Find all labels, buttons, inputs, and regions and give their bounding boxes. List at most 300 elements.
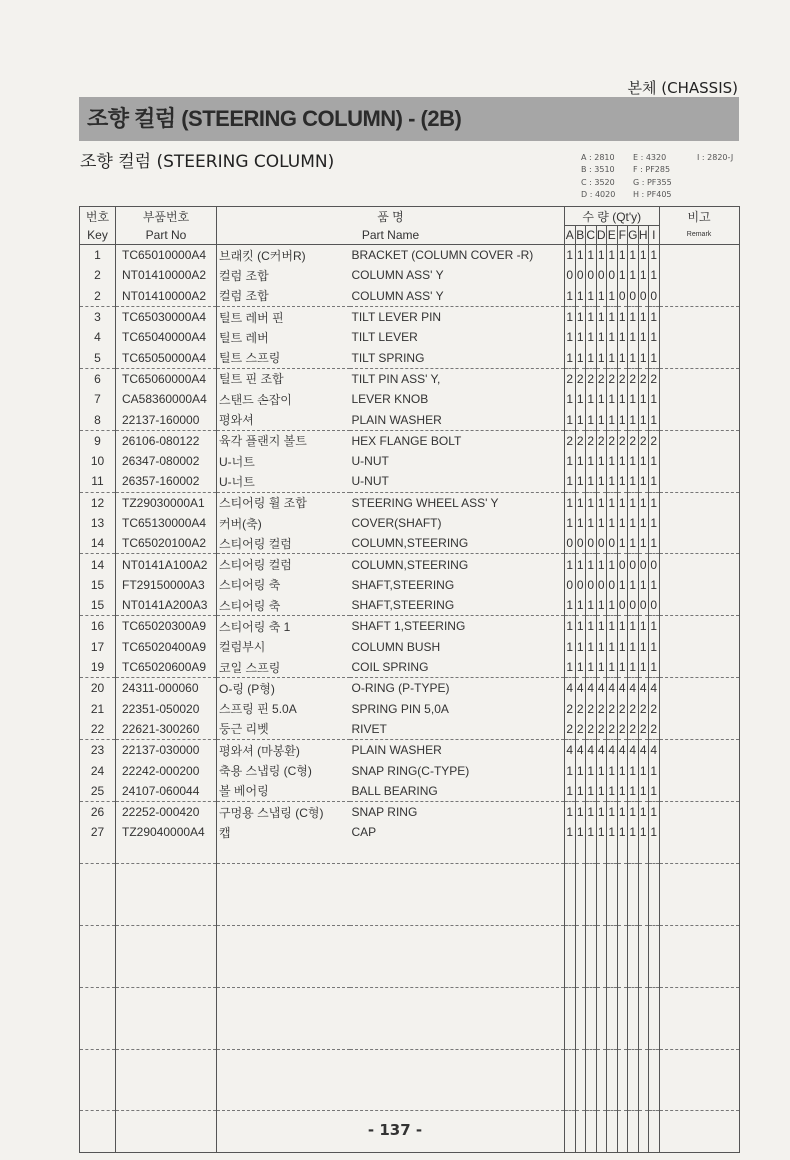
row-qty: 2	[565, 719, 576, 740]
table-header	[80, 207, 740, 245]
row-qty	[617, 946, 628, 966]
row-qty	[565, 843, 576, 864]
row-name-en: SHAFT,STEERING	[350, 575, 565, 595]
row-qty: 1	[586, 760, 597, 780]
row-qty: 1	[649, 533, 660, 554]
col-qty-label: 수 량 (Qt'y)	[565, 207, 660, 226]
col-qty-model: B	[575, 226, 586, 245]
row-qty	[628, 884, 639, 904]
row-qty	[607, 863, 618, 884]
col-partno-kr: 부품번호	[116, 207, 217, 226]
row-key: 2	[80, 286, 116, 307]
table-row	[80, 699, 740, 719]
legend-row	[581, 177, 733, 189]
row-qty: 1	[565, 822, 576, 842]
row-part-no: 22242-000200	[116, 760, 217, 780]
row-name-kr: O-링 (P형)	[219, 681, 275, 696]
row-qty: 1	[575, 554, 586, 575]
row-qty	[565, 925, 576, 946]
table-row	[80, 760, 740, 780]
row-remark	[659, 1070, 739, 1090]
legend-entry: A : 2810	[581, 153, 615, 162]
table-row	[80, 925, 740, 946]
row-qty	[638, 863, 649, 884]
parts-table	[79, 206, 740, 1153]
row-qty: 1	[607, 286, 618, 307]
row-qty	[638, 1049, 649, 1070]
row-qty: 0	[638, 554, 649, 575]
row-remark	[659, 595, 739, 616]
row-qty	[607, 1090, 618, 1111]
row-qty	[575, 966, 586, 987]
table-row	[80, 719, 740, 740]
row-qty: 1	[607, 471, 618, 492]
row-qty: 4	[617, 678, 628, 699]
row-qty: 1	[586, 637, 597, 657]
row-qty: 1	[586, 286, 597, 307]
row-qty: 1	[575, 389, 586, 409]
row-name-kr: 틸트 핀 조합	[219, 372, 284, 387]
row-qty	[607, 1008, 618, 1028]
row-qty: 1	[565, 513, 576, 533]
col-remark-kr: 비고	[659, 207, 739, 226]
row-qty	[565, 966, 576, 987]
row-qty	[565, 863, 576, 884]
table-row	[80, 471, 740, 492]
row-qty: 2	[628, 430, 639, 451]
row-qty: 4	[617, 740, 628, 761]
row-qty	[596, 884, 607, 904]
row-qty	[628, 946, 639, 966]
row-qty: 2	[586, 699, 597, 719]
row-qty	[596, 1008, 607, 1028]
row-qty	[649, 966, 660, 987]
row-qty: 1	[617, 616, 628, 637]
row-qty: 1	[628, 533, 639, 554]
row-qty	[596, 987, 607, 1008]
row-part-no	[116, 1008, 217, 1028]
row-remark	[659, 533, 739, 554]
row-name-en: COLUMN,STEERING	[350, 533, 565, 554]
row-qty: 2	[649, 368, 660, 389]
row-qty	[628, 1070, 639, 1090]
row-qty: 1	[586, 616, 597, 637]
row-remark	[659, 389, 739, 409]
row-qty: 2	[607, 368, 618, 389]
row-qty: 1	[628, 347, 639, 368]
row-name-kr: 육각 플랜지 볼트	[219, 434, 307, 449]
col-partno-en: Part No	[116, 226, 217, 245]
row-part-no: CA58360000A4	[116, 389, 217, 409]
row-part-no: 24107-060044	[116, 781, 217, 802]
row-remark	[659, 347, 739, 368]
row-qty: 1	[607, 245, 618, 266]
row-remark	[659, 1049, 739, 1070]
row-key: 17	[80, 637, 116, 657]
row-qty: 1	[617, 389, 628, 409]
row-qty: 0	[649, 595, 660, 616]
table-row	[80, 286, 740, 307]
table-row	[80, 884, 740, 904]
row-qty	[596, 1028, 607, 1049]
row-name-en	[350, 1090, 565, 1111]
row-qty	[607, 966, 618, 987]
row-remark	[659, 905, 739, 926]
row-qty	[586, 843, 597, 864]
row-qty: 1	[565, 306, 576, 327]
row-qty: 1	[628, 409, 639, 430]
row-remark	[659, 286, 739, 307]
table-row	[80, 637, 740, 657]
row-part-no: 22137-160000	[116, 409, 217, 430]
row-qty: 1	[628, 245, 639, 266]
row-qty: 1	[586, 471, 597, 492]
row-part-no	[116, 987, 217, 1008]
row-qty: 0	[617, 595, 628, 616]
row-key	[80, 987, 116, 1008]
row-remark	[659, 1028, 739, 1049]
row-qty: 1	[638, 760, 649, 780]
row-qty	[586, 987, 597, 1008]
row-qty: 0	[638, 286, 649, 307]
table-row	[80, 946, 740, 966]
row-qty: 1	[575, 781, 586, 802]
row-qty: 1	[565, 616, 576, 637]
row-qty	[607, 946, 618, 966]
row-qty	[586, 946, 597, 966]
row-name-en	[350, 1008, 565, 1028]
row-remark	[659, 699, 739, 719]
row-qty: 1	[586, 245, 597, 266]
row-qty: 1	[628, 265, 639, 285]
row-qty: 1	[586, 802, 597, 823]
row-qty: 2	[607, 430, 618, 451]
row-qty: 0	[575, 533, 586, 554]
row-part-no: 26106-080122	[116, 430, 217, 451]
table-row	[80, 430, 740, 451]
row-qty: 1	[607, 513, 618, 533]
row-qty	[617, 966, 628, 987]
col-remark-en: Remark	[659, 226, 739, 245]
row-qty: 0	[565, 533, 576, 554]
row-key	[80, 1049, 116, 1070]
row-part-no: 24311-000060	[116, 678, 217, 699]
row-qty: 4	[607, 740, 618, 761]
row-qty: 1	[565, 347, 576, 368]
row-qty: 1	[617, 657, 628, 678]
row-qty: 4	[565, 678, 576, 699]
row-qty: 1	[649, 327, 660, 347]
legend-entry: B : 3510	[581, 165, 615, 175]
row-key: 4	[80, 327, 116, 347]
row-part-no	[116, 925, 217, 946]
row-qty: 2	[607, 699, 618, 719]
row-part-no: TC65060000A4	[116, 368, 217, 389]
row-name-en: COLUMN ASS' Y	[350, 286, 565, 307]
row-remark	[659, 678, 739, 699]
row-name-en	[350, 905, 565, 926]
row-qty	[586, 1070, 597, 1090]
row-part-no	[116, 884, 217, 904]
row-qty: 1	[649, 637, 660, 657]
legend-entry: I : 2820-J	[697, 153, 734, 162]
row-key: 25	[80, 781, 116, 802]
row-qty	[575, 1070, 586, 1090]
row-name-kr: 틸트 레버	[219, 330, 269, 345]
row-name-kr	[217, 966, 350, 987]
row-qty: 1	[628, 822, 639, 842]
table-row	[80, 678, 740, 699]
row-name-en: SHAFT,STEERING	[350, 595, 565, 616]
row-name-kr: 스탠드 손잡이	[219, 392, 292, 407]
row-part-no: TC65020100A2	[116, 533, 217, 554]
table-row	[80, 575, 740, 595]
row-qty: 2	[638, 719, 649, 740]
row-key: 14	[80, 554, 116, 575]
row-qty: 2	[586, 719, 597, 740]
row-qty	[565, 1028, 576, 1049]
row-part-no	[116, 1090, 217, 1111]
row-qty	[575, 884, 586, 904]
row-qty: 1	[649, 347, 660, 368]
row-key	[80, 863, 116, 884]
row-name-en: SNAP RING	[350, 802, 565, 823]
row-qty: 0	[649, 286, 660, 307]
row-qty: 1	[575, 616, 586, 637]
row-qty	[617, 843, 628, 864]
row-part-no: TZ29040000A4	[116, 822, 217, 842]
row-name-kr	[217, 884, 350, 904]
row-qty: 1	[565, 245, 576, 266]
row-qty: 2	[617, 368, 628, 389]
row-name-kr: 스티어링 축	[219, 578, 281, 593]
row-name-kr	[217, 905, 350, 926]
row-name-en: SNAP RING(C-TYPE)	[350, 760, 565, 780]
row-name-en	[350, 966, 565, 987]
row-name-en: PLAIN WASHER	[350, 740, 565, 761]
row-qty: 1	[649, 451, 660, 471]
row-key	[80, 905, 116, 926]
row-name-kr: 평와셔	[217, 409, 350, 430]
row-qty	[575, 987, 586, 1008]
row-qty: 1	[607, 389, 618, 409]
row-qty: 0	[586, 265, 597, 285]
legend-row	[581, 164, 733, 176]
row-qty	[565, 987, 576, 1008]
row-key: 2	[80, 265, 116, 285]
row-qty	[586, 1028, 597, 1049]
row-qty: 1	[565, 554, 576, 575]
row-qty: 0	[638, 595, 649, 616]
row-remark	[659, 409, 739, 430]
row-name-kr: 캡	[219, 825, 231, 840]
row-qty: 2	[565, 699, 576, 719]
row-key	[80, 1090, 116, 1111]
row-remark	[659, 471, 739, 492]
row-qty	[596, 946, 607, 966]
row-qty	[596, 1070, 607, 1090]
row-remark	[659, 1090, 739, 1111]
row-remark	[659, 987, 739, 1008]
row-qty	[649, 1028, 660, 1049]
row-name-en: SPRING PIN 5,0A	[350, 699, 565, 719]
row-qty: 4	[607, 678, 618, 699]
row-remark	[659, 781, 739, 802]
legend-row	[581, 152, 733, 164]
row-qty	[638, 1070, 649, 1090]
row-qty	[638, 843, 649, 864]
row-qty: 2	[575, 719, 586, 740]
row-qty: 1	[638, 245, 649, 266]
row-name-en: PLAIN WASHER	[350, 409, 565, 430]
row-qty	[575, 905, 586, 926]
row-qty	[607, 1049, 618, 1070]
row-qty: 1	[628, 760, 639, 780]
table-row	[80, 368, 740, 389]
row-remark	[659, 327, 739, 347]
row-qty: 4	[575, 740, 586, 761]
row-key: 11	[80, 471, 116, 492]
row-part-no: TC65050000A4	[116, 347, 217, 368]
row-name-kr: U-너트	[219, 454, 255, 469]
row-key	[80, 843, 116, 864]
row-qty	[617, 1028, 628, 1049]
row-qty: 1	[596, 802, 607, 823]
row-qty: 0	[575, 575, 586, 595]
row-name-en: TILT PIN ASS' Y,	[350, 368, 565, 389]
row-qty: 1	[649, 513, 660, 533]
row-part-no: TC65030000A4	[116, 306, 217, 327]
row-qty: 1	[617, 327, 628, 347]
row-qty: 2	[638, 368, 649, 389]
row-qty: 1	[575, 409, 586, 430]
table-row	[80, 409, 740, 430]
row-qty	[638, 1008, 649, 1028]
table-row	[80, 781, 740, 802]
legend-entry: E : 4320	[633, 153, 667, 162]
row-name-kr: U-너트	[217, 471, 350, 492]
row-qty: 1	[638, 822, 649, 842]
row-name-en: COVER(SHAFT)	[350, 513, 565, 533]
table-row	[80, 554, 740, 575]
row-qty: 0	[607, 575, 618, 595]
row-qty	[565, 1090, 576, 1111]
row-qty: 1	[628, 327, 639, 347]
row-qty: 1	[607, 554, 618, 575]
row-key: 9	[80, 430, 116, 451]
row-qty: 2	[565, 368, 576, 389]
row-name-en: O-RING (P-TYPE)	[350, 678, 565, 699]
row-qty: 1	[628, 657, 639, 678]
legend-entry: G : PF355	[633, 177, 672, 187]
row-qty: 0	[617, 286, 628, 307]
row-qty: 1	[617, 760, 628, 780]
row-qty: 1	[586, 657, 597, 678]
table-row	[80, 616, 740, 637]
row-name-kr: 평와셔 (마봉환)	[219, 743, 300, 758]
table-row	[80, 987, 740, 1008]
row-qty	[649, 1049, 660, 1070]
row-name-en	[350, 863, 565, 884]
row-qty	[649, 1008, 660, 1028]
row-remark	[659, 368, 739, 389]
row-qty: 1	[575, 471, 586, 492]
row-qty: 1	[617, 347, 628, 368]
row-qty: 1	[586, 554, 597, 575]
row-part-no: TC65130000A4	[116, 513, 217, 533]
row-name-en	[350, 1028, 565, 1049]
row-qty: 1	[575, 306, 586, 327]
row-name-en: RIVET	[350, 719, 565, 740]
row-qty: 4	[649, 740, 660, 761]
row-name-en: U-NUT	[350, 471, 565, 492]
row-name-kr: 컬럼 조합	[219, 268, 269, 283]
row-remark	[659, 925, 739, 946]
table-row	[80, 822, 740, 842]
row-name-kr: 둥근 리벳	[217, 719, 350, 740]
row-remark	[659, 1008, 739, 1028]
row-qty: 1	[586, 327, 597, 347]
row-name-kr: 축용 스냅링 (C형)	[219, 764, 312, 779]
row-qty: 1	[628, 471, 639, 492]
row-qty: 1	[638, 513, 649, 533]
col-name-en: Part Name	[217, 226, 565, 245]
row-qty: 1	[638, 265, 649, 285]
table-row	[80, 347, 740, 368]
row-qty: 1	[617, 781, 628, 802]
row-qty: 1	[607, 306, 618, 327]
row-name-kr: 스티어링 휠 조합	[219, 496, 307, 511]
row-qty: 1	[649, 409, 660, 430]
row-remark	[659, 760, 739, 780]
row-qty	[638, 946, 649, 966]
col-qty-model: C	[586, 226, 597, 245]
row-part-no: 22351-050020	[116, 699, 217, 719]
row-name-en: TILT LEVER	[350, 327, 565, 347]
table-row	[80, 1070, 740, 1090]
row-qty	[586, 905, 597, 926]
row-qty	[617, 884, 628, 904]
row-qty	[575, 925, 586, 946]
row-part-no: 22621-300260	[116, 719, 217, 740]
row-name-en: BRACKET (COLUMN COVER -R)	[350, 245, 565, 266]
row-qty: 1	[586, 306, 597, 327]
row-qty: 0	[565, 265, 576, 285]
row-qty: 1	[575, 760, 586, 780]
legend-entry: D : 4020	[581, 190, 616, 200]
row-qty: 2	[649, 430, 660, 451]
row-qty: 1	[628, 575, 639, 595]
row-qty: 4	[596, 678, 607, 699]
row-name-kr: 컬럼부시	[219, 640, 266, 655]
table-row	[80, 657, 740, 678]
row-name-kr	[217, 1070, 350, 1090]
table-row	[80, 1028, 740, 1049]
row-qty	[638, 1090, 649, 1111]
row-name-kr: 구멍용 스냅링 (C형)	[219, 805, 324, 820]
row-qty: 1	[617, 409, 628, 430]
row-qty	[596, 1090, 607, 1111]
row-key	[80, 1028, 116, 1049]
row-key: 21	[80, 699, 116, 719]
row-qty: 1	[617, 822, 628, 842]
legend-entry: C : 3520	[581, 177, 615, 187]
row-qty: 0	[586, 533, 597, 554]
row-name-en	[350, 925, 565, 946]
row-qty	[565, 884, 576, 904]
row-qty	[628, 843, 639, 864]
model-legend	[581, 152, 733, 202]
